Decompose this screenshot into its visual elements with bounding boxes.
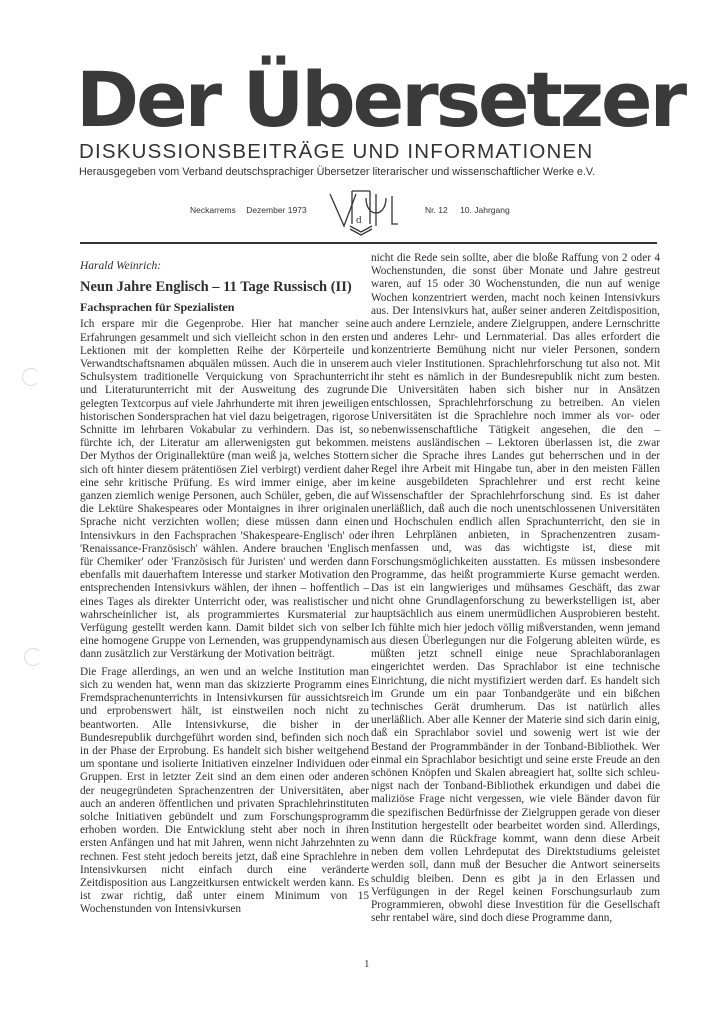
svg-text:d: d [356, 214, 362, 226]
paragraph: Die Frage allerdings, an wen und an welche Institution man sich zu wenden hat, wenn man das skizzierte Programm eines Fremdsprachenunterrichts in Intensivkursen für aussichtsreich und erprobenswert hält, ist einstweilen noch nicht zu beantworten. Alle Intensivkurse, die bisher in der Bundesrepublik durchgeführt worden sind, befinden sich noch in der Phase der Erprobung. Es handelt sich bisher weitgehend um spontane und isolierte Initiativen einzelner Individuen oder Gruppen. Erst in letzter Zeit sind an dem einen oder anderen der neugegründeten Sprachenzentren der Universitäten, aber auch an anderen öffentlichen und privaten Sprachlehrinstituten solche Initiativen gebündelt und zum Forschungsprogramm erhoben worden. Die Entwicklung steht aber noch in ihren ersten Anfängen und hat mit Jahren, wenn nicht Jahrzehnten zu rechnen. Fest steht jedoch bereits jetzt, daß eine Sprachlehre in Intensivkursen nicht einfach durch eine veränderte Zeitdisposition aus Langzeitkursen entwickelt werden kann. Es ist zwar richtig, daß unter einem Minimum von 15 Wochenstunden von Intensivkursen [80, 665, 369, 916]
masthead-title: Der Übersetzer [76, 55, 685, 144]
issue-place-date [190, 205, 315, 215]
issue-place: Neckarrems [190, 205, 236, 215]
issue-date: Dezember 1973 [246, 205, 307, 215]
issue-number: Nr. 12 [425, 205, 448, 215]
paragraph: nicht die Rede sein sollte, aber die bloße Raffung von 2 oder 4 Wochenstunden, die sonst über Monate und Jahre gestreut waren, auf 15 oder 30 Wochenstunden, die nun auf wenige Wochen konzentriert werden, macht noch keinen Intensivkurs aus. Der Intensivkurs hat, außer seiner anderen Zeitdisposition, auch andere Lernziele, andere Zielgruppen, andere Lernschritte und anderes Lehr- und Lernmaterial. Das alles erfordert die konzentrierte Bemühung nicht nur vieler Personen, sondern auch vieler Institutionen. Sprachlehrforschung tut also not. Mit ihr steht es nämlich in der Bundesrepublik nicht zum besten. Die Universitäten haben sich bisher nur in Ansätzen entschlossen, Sprachlehrforschung zu betreiben. An vielen Universitäten ist die Sprachlehre noch immer als vor- oder nebenwissenschaftliche Tätigkeit angesehen, die den – meistens ausländischen – Lektoren überlassen ist, die zwar sicher die Sprache ihres Landes gut beherrschen und in der Regel ihre Arbeit mit Hingabe tun, aber in den meisten Fällen keine ausgebildeten Sprachlehrer und erst recht keine Wissenschaftler der Sprachlehrforschung sind. Es ist daher unerläßlich, daß auch die noch unentschlossenen Universitäten und Hochschulen endlich allen Sprachunterricht, den sie in ihren Lehrplänen anbieten, in Sprachenzentren zusammenfassen und, was das wichtigste ist, diese mit Forschungsmöglichkeiten ausstatten. Es müssen insbesondere Programme, das heißt programmierte Kurse gemacht werden. Das ist ein langwieriges und mühsames Geschäft, das zwar nicht ohne Grundlagenforschung zu bewerkstelligen ist, aber hauptsächlich aus einem unermüdlichen Ausprobieren besteht. Ich fühlte mich hier jedoch völlig mißverstanden, wenn jemand aus diesen Überlegungen nur die Folgerung ableiten würde, es müßten jetzt schnell einige neue Sprachlaboranlagen eingerichtet werden. Das Sprachlabor ist eine technische Einrichtung, die nicht mystifiziert werden darf. Es handelt sich im Grunde um ein paar Tonbandgeräte und ein bißchen technisches Gerät drumherum. Das ist natürlich alles unerläßlich. Aber alle Kenner der Materie sind sich darin einig, daß ein Sprachlabor soviel und sowenig wert ist wie der Bestand der Programmbänder in der Tonband-Bibliothek. Wer einmal ein Sprachlabor besichtigt und seine erste Freude an den schönen Knöpfen und Skalen abreagiert hat, sollte sich schleunigst nach der Tonband-Bibliothek erkundigen und dabei die maliziöse Frage nicht vergessen, wie viele Bänder davon für die spezifischen Bedürfnisse der Zielgruppen gerade von dieser Institution hergestellt oder bearbeitet worden sind. Allerdings, wenn dann die Rückfrage kommt, wann denn diese Arbeit neben dem vollen Lehrdeputat des Direktstudiums geleistet werden soll, dann muß der Besucher die Antwort seinerseits schuldig bleiben. Denn es gibt ja in den Erlassen und Verfügungen in der Regel keinen Forschungsurlaub zum Programmieren, obwohl diese Investition für die Gesellschaft sehr rentabel wäre, sind doch diese Programme dann, [371, 252, 660, 925]
section-heading: Fachsprachen für Spezialisten [80, 300, 235, 315]
punch-hole-mark [24, 648, 42, 666]
article-column-left [80, 252, 369, 921]
issue-number-volume [425, 205, 520, 215]
article-column-right [371, 252, 660, 929]
publisher-line: Herausgegeben vom Verband deutschsprachiger Übersetzer literarischer und wissenschaftlicher Werke e.V. [79, 166, 596, 178]
article-author: Harald Weinrich: [80, 260, 162, 272]
issue-volume: 10. Jahrgang [460, 205, 510, 215]
punch-hole-mark [22, 368, 40, 386]
article-title: Neun Jahre Englisch – 11 Tage Russisch (II) [80, 279, 352, 296]
page-number: 1 [364, 958, 370, 970]
masthead-subtitle: DISKUSSIONSBEITRÄGE UND INFORMATIONEN [79, 140, 594, 163]
paragraph: Ich erspare mir die Gegenprobe. Hier hat mancher seine Erfahrungen gesammelt und sich vielleicht schon in den ersten Lektionen mit der kompletten Reihe der Körperteile und Verwandtschaftsnamen abquälen müssen. Auch die in unserem Schulsystem traditionelle Verquickung von Sprachunterricht und Literaturunterricht mit der Ausweitung des zugrunde gelegten Textcorpus auf viele Jahrhunderte mit ihren jeweiligen historischen Sondersprachen hat viel dazu beigetragen, rigorose Schnitte im lehrbaren Vokabular zu verhindern. Das ist, so fürchte ich, der Literatur am allerwenigsten gut bekommen. Der Mythos der Originallektüre (man weiß ja, welches Stottern sich oft hinter diesem prätentiösen Ziel verbirgt) verdient daher eine sehr kritische Prüfung. Es wird immer einige, aber im ganzen ziemlich wenige Personen, auch Schüler, geben, die auf die Lektüre Shakespeares oder Montaignes in ihrer originalen Sprache nicht verzichten wollen; diese müssen dann einen Intensivkurs in den Fachsprachen 'Shakespeare-Englisch' oder 'Renaissance-Französisch' wählen. Andere brauchen 'Englisch für Chemiker' oder 'Französisch für Juristen' und werden dann ebenfalls mit dauerhaftem Interesse und starker Motivation den entsprechenden Intensivkurs wählen, der ihnen – hoffentlich – eines Tages als direkter Unterricht oder, was realistischer und wahrscheinlicher ist, als programmiertes Kursmaterial zur Verfügung gestellt werden kann. Damit bildet sich von selber eine homogene Gruppe von Lernenden, was gruppendynamisch dann zusätzlich zur Verstärkung der Motivation beiträgt. [80, 318, 369, 661]
header-divider [80, 242, 657, 244]
vdu-logo-icon [326, 190, 406, 236]
